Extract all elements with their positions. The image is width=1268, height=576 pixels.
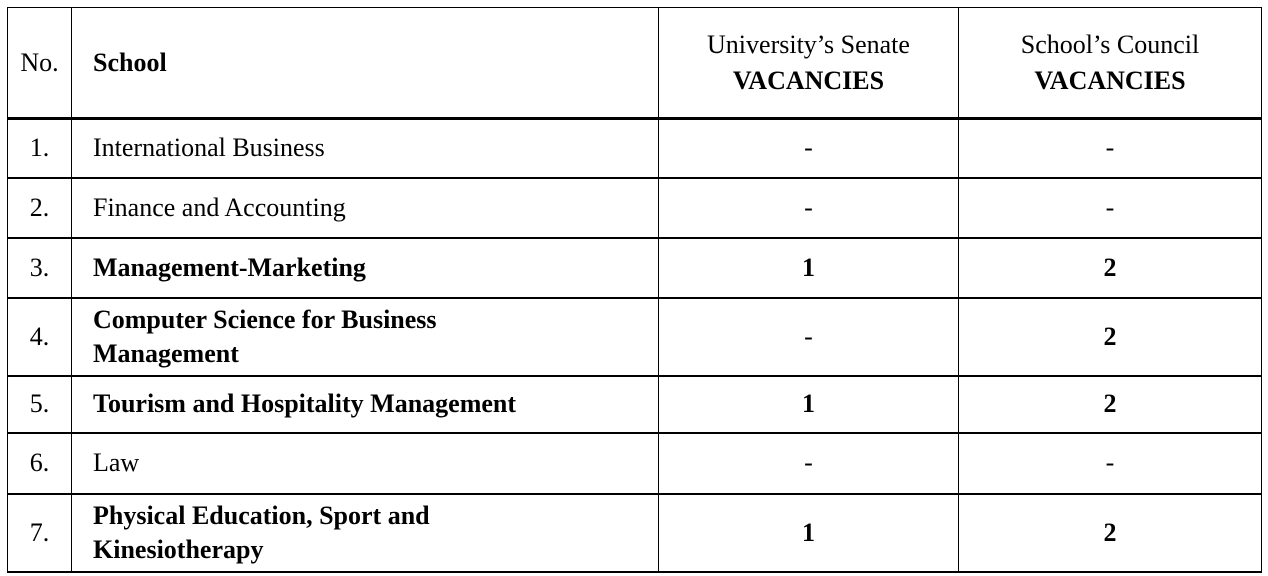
row-senate: 1 — [659, 376, 959, 433]
header-council-title: School’s Council — [1020, 29, 1200, 59]
row-council: 2 — [959, 298, 1262, 376]
row-no: 2. — [8, 178, 72, 238]
row-school-line: Computer Science for Business — [93, 304, 437, 334]
row-no: 3. — [8, 238, 72, 298]
row-senate: 1 — [659, 494, 959, 572]
row-school — [72, 494, 659, 572]
table-row — [8, 119, 1262, 178]
row-no: 6. — [8, 433, 72, 494]
header-senate-title: University’s Senate — [707, 29, 910, 59]
table-row — [8, 178, 1262, 238]
row-senate: - — [659, 178, 959, 238]
row-senate: - — [659, 119, 959, 178]
header-council — [959, 8, 1262, 119]
header-council-subtitle: VACANCIES — [1034, 65, 1186, 95]
row-no: 5. — [8, 376, 72, 433]
row-no: 4. — [8, 298, 72, 376]
row-school: International Business — [72, 119, 659, 178]
row-senate: - — [659, 433, 959, 494]
row-council: - — [959, 119, 1262, 178]
table-row — [8, 298, 1262, 376]
row-school: Management-Marketing — [72, 238, 659, 298]
row-school — [72, 298, 659, 376]
table-row — [8, 376, 1262, 433]
row-school-line: Physical Education, Sport and — [93, 500, 430, 530]
row-no: 1. — [8, 119, 72, 178]
row-senate: 1 — [659, 238, 959, 298]
table-row — [8, 494, 1262, 572]
row-school: Law — [72, 433, 659, 494]
header-senate-subtitle: VACANCIES — [732, 65, 885, 95]
vacancies-table — [7, 7, 1262, 573]
row-no: 7. — [8, 494, 72, 572]
table-row — [8, 238, 1262, 298]
row-school-line: Management — [93, 338, 239, 368]
row-council: 2 — [959, 494, 1262, 572]
row-school: Tourism and Hospitality Management — [72, 376, 659, 433]
row-council: 2 — [959, 376, 1262, 433]
row-school: Finance and Accounting — [72, 178, 659, 238]
row-council: 2 — [959, 238, 1262, 298]
row-senate: - — [659, 298, 959, 376]
header-row — [8, 8, 1262, 119]
row-council: - — [959, 178, 1262, 238]
header-senate — [659, 8, 959, 119]
table-row — [8, 433, 1262, 494]
header-no: No. — [8, 8, 72, 119]
row-school-line: Kinesiotherapy — [93, 534, 264, 564]
row-council: - — [959, 433, 1262, 494]
header-school: School — [72, 8, 659, 119]
